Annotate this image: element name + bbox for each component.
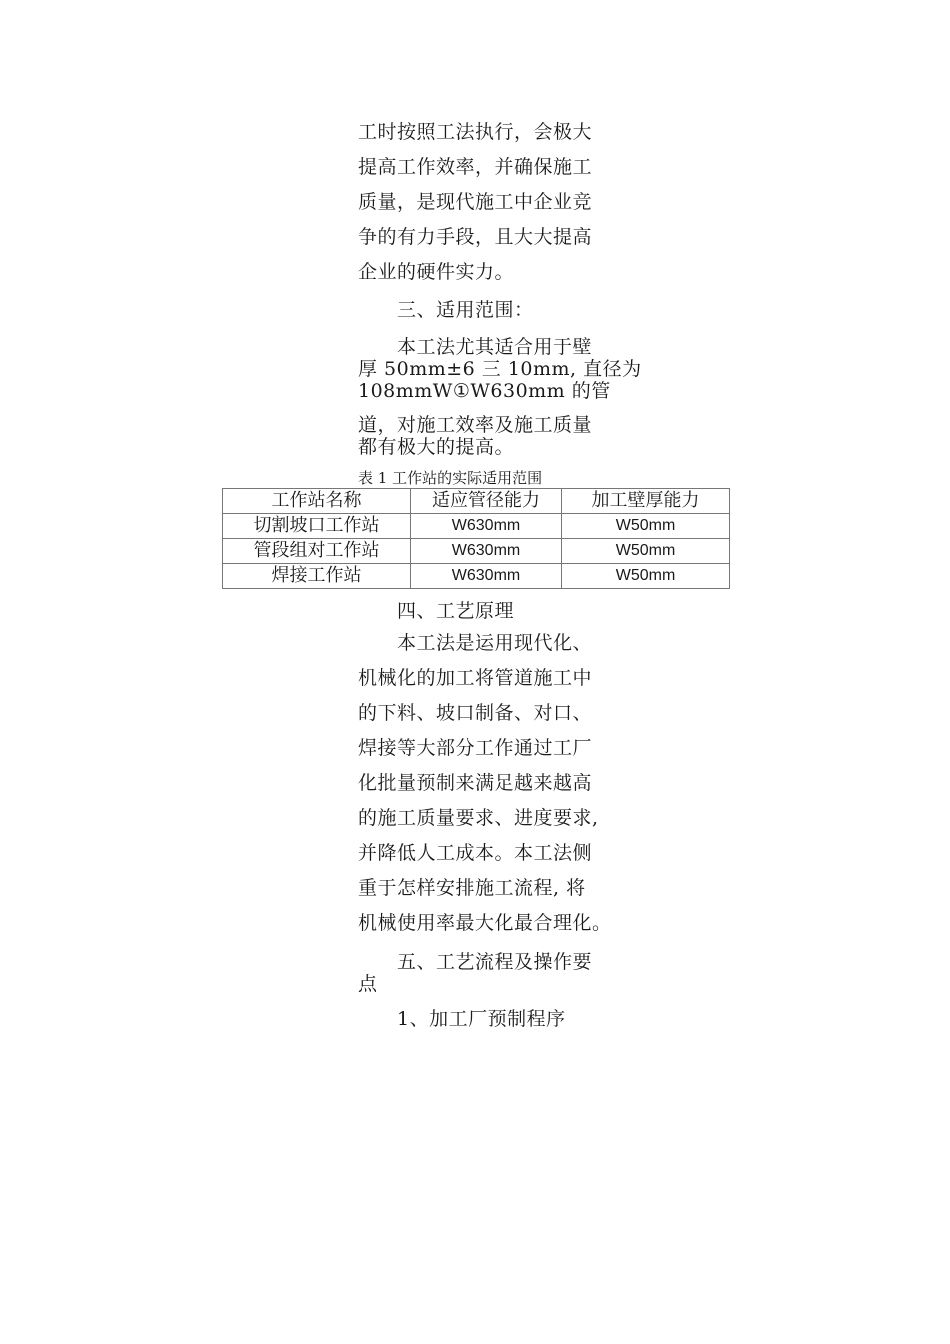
paragraph-line: 的下料、坡口制备、对口、 bbox=[358, 702, 593, 724]
table-row bbox=[223, 564, 730, 589]
paragraph-line: 本工法是运用现代化、 bbox=[397, 632, 593, 654]
table-caption: 表 1 工作站的实际适用范围 bbox=[358, 469, 543, 487]
section-heading-process: 五、工艺流程及操作要 bbox=[397, 951, 593, 973]
table-row bbox=[223, 514, 730, 539]
table-cell: W50mm bbox=[562, 514, 730, 539]
paragraph-line: 机械化的加工将管道施工中 bbox=[358, 667, 593, 689]
paragraph-line: 化批量预制来满足越来越高 bbox=[358, 772, 593, 794]
workstation-table bbox=[222, 488, 730, 589]
paragraph-line: 争的有力手段，且大大提高 bbox=[358, 226, 593, 248]
table-header-row bbox=[223, 489, 730, 514]
table-cell: 焊接工作站 bbox=[223, 564, 411, 589]
paragraph-line: 并降低人工成本。本工法侧 bbox=[358, 842, 593, 864]
paragraph-line: 道，对施工效率及施工质量 bbox=[358, 414, 593, 436]
table-cell: W50mm bbox=[562, 539, 730, 564]
paragraph-line: 的施工质量要求、进度要求, bbox=[358, 807, 599, 829]
paragraph-line: 厚 50mm±6 三 10mm, 直径为 bbox=[358, 358, 642, 380]
paragraph-line: 提高工作效率，并确保施工 bbox=[358, 156, 593, 178]
paragraph-line: 本工法尤其适合用于壁 bbox=[397, 336, 593, 358]
table-cell: W630mm bbox=[411, 514, 562, 539]
paragraph-line: 企业的硬件实力。 bbox=[358, 261, 515, 283]
table-header-cell: 工作站名称 bbox=[223, 489, 411, 514]
paragraph-line: 108mmW①W630mm 的管 bbox=[358, 380, 611, 402]
table-row bbox=[223, 539, 730, 564]
table-header-cell: 适应管径能力 bbox=[411, 489, 562, 514]
table-header-cell: 加工壁厚能力 bbox=[562, 489, 730, 514]
section-heading-scope: 三、适用范围： bbox=[397, 299, 534, 321]
paragraph-line: 质量，是现代施工中企业竞 bbox=[358, 191, 593, 213]
section-heading-process-cont: 点 bbox=[358, 973, 378, 995]
table-cell: 管段组对工作站 bbox=[223, 539, 411, 564]
paragraph-line: 机械使用率最大化最合理化。 bbox=[358, 912, 612, 934]
table-cell: W630mm bbox=[411, 539, 562, 564]
paragraph-line: 都有极大的提高。 bbox=[358, 436, 515, 458]
paragraph-line: 焊接等大部分工作通过工厂 bbox=[358, 737, 593, 759]
table-cell: W630mm bbox=[411, 564, 562, 589]
paragraph-line: 工时按照工法执行，会极大 bbox=[358, 121, 593, 143]
subheading-prefab-procedure: 1、加工厂预制程序 bbox=[397, 1008, 566, 1030]
paragraph-line: 重于怎样安排施工流程, 将 bbox=[358, 877, 586, 899]
table-cell: 切割坡口工作站 bbox=[223, 514, 411, 539]
table-cell: W50mm bbox=[562, 564, 730, 589]
section-heading-principle: 四、工艺原理 bbox=[397, 600, 515, 622]
